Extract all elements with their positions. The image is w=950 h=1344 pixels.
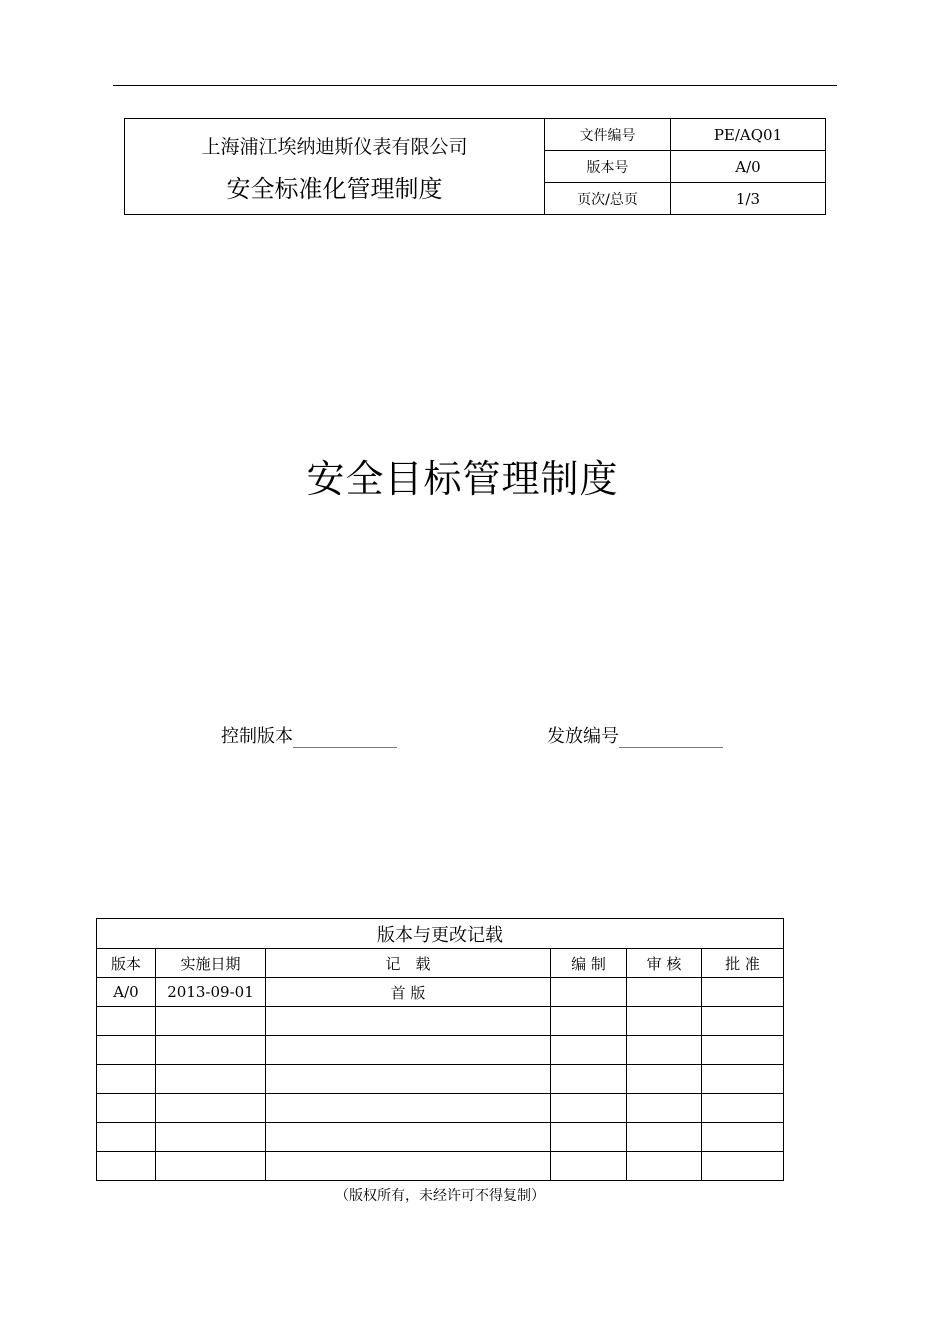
table-cell: A/0 bbox=[97, 978, 156, 1007]
issue-number-field bbox=[547, 722, 723, 748]
table-row bbox=[97, 1036, 784, 1065]
table-cell bbox=[97, 1065, 156, 1094]
table-cell: 2013-09-01 bbox=[156, 978, 266, 1007]
table-row bbox=[97, 978, 784, 1007]
table-cell bbox=[551, 1036, 627, 1065]
table-cell bbox=[266, 1007, 551, 1036]
page-value: 1/3 bbox=[671, 183, 826, 215]
version-value: A/0 bbox=[671, 151, 826, 183]
table-cell bbox=[551, 1007, 627, 1036]
table-row bbox=[97, 1094, 784, 1123]
table-cell bbox=[266, 1123, 551, 1152]
table-cell bbox=[702, 1007, 784, 1036]
revision-table-header bbox=[97, 949, 784, 978]
table-cell bbox=[627, 978, 702, 1007]
table-cell bbox=[627, 1007, 702, 1036]
table-cell bbox=[266, 1036, 551, 1065]
control-version-field bbox=[221, 722, 397, 748]
table-cell bbox=[627, 1065, 702, 1094]
company-name: 上海浦江埃纳迪斯仪表有限公司 bbox=[201, 135, 468, 158]
column-header: 版本 bbox=[97, 949, 156, 978]
document-title: 安全目标管理制度 bbox=[306, 457, 619, 501]
table-cell bbox=[266, 1065, 551, 1094]
page-label: 页次/总页 bbox=[545, 183, 671, 215]
file-number-label: 文件编号 bbox=[545, 119, 671, 151]
table-cell bbox=[702, 1036, 784, 1065]
column-header: 编 制 bbox=[551, 949, 627, 978]
table-cell bbox=[627, 1036, 702, 1065]
table-cell bbox=[551, 1094, 627, 1123]
version-label: 版本号 bbox=[545, 151, 671, 183]
table-cell bbox=[156, 1123, 266, 1152]
table-cell bbox=[156, 1036, 266, 1065]
table-cell bbox=[627, 1152, 702, 1181]
table-cell bbox=[156, 1094, 266, 1123]
document-header bbox=[124, 118, 826, 215]
table-cell bbox=[702, 1065, 784, 1094]
table-cell bbox=[702, 978, 784, 1007]
table-cell bbox=[702, 1094, 784, 1123]
table-cell: 首 版 bbox=[266, 978, 551, 1007]
table-cell bbox=[551, 978, 627, 1007]
table-cell bbox=[156, 1152, 266, 1181]
table-cell bbox=[97, 1094, 156, 1123]
table-cell bbox=[97, 1007, 156, 1036]
column-header: 审 核 bbox=[627, 949, 702, 978]
table-row bbox=[97, 1007, 784, 1036]
revision-table bbox=[96, 918, 784, 1181]
table-cell bbox=[551, 1065, 627, 1094]
table-cell bbox=[551, 1152, 627, 1181]
table-cell bbox=[702, 1152, 784, 1181]
column-header: 实施日期 bbox=[156, 949, 266, 978]
table-cell bbox=[156, 1065, 266, 1094]
table-cell bbox=[97, 1152, 156, 1181]
table-cell bbox=[627, 1094, 702, 1123]
issue-number-label: 发放编号 bbox=[547, 726, 619, 747]
table-row bbox=[97, 1065, 784, 1094]
control-version-blank[interactable] bbox=[293, 729, 397, 748]
control-version-label: 控制版本 bbox=[221, 726, 293, 747]
top-rule bbox=[113, 85, 837, 86]
table-cell bbox=[266, 1152, 551, 1181]
table-cell bbox=[266, 1094, 551, 1123]
revision-table-caption: 版本与更改记载 bbox=[97, 919, 784, 949]
header-subtitle: 安全标准化管理制度 bbox=[226, 174, 443, 203]
issue-number-blank[interactable] bbox=[619, 729, 723, 748]
table-cell bbox=[97, 1123, 156, 1152]
file-number-value: PE/AQ01 bbox=[671, 119, 826, 151]
table-cell bbox=[702, 1123, 784, 1152]
header-title-cell bbox=[125, 119, 545, 215]
table-cell bbox=[97, 1036, 156, 1065]
table-row bbox=[97, 1123, 784, 1152]
table-cell bbox=[551, 1123, 627, 1152]
table-cell bbox=[156, 1007, 266, 1036]
column-header: 记 载 bbox=[266, 949, 551, 978]
table-row bbox=[97, 1152, 784, 1181]
column-header: 批 准 bbox=[702, 949, 784, 978]
table-cell bbox=[627, 1123, 702, 1152]
copyright-notice: （版权所有，未经许可不得复制） bbox=[335, 1188, 545, 1204]
